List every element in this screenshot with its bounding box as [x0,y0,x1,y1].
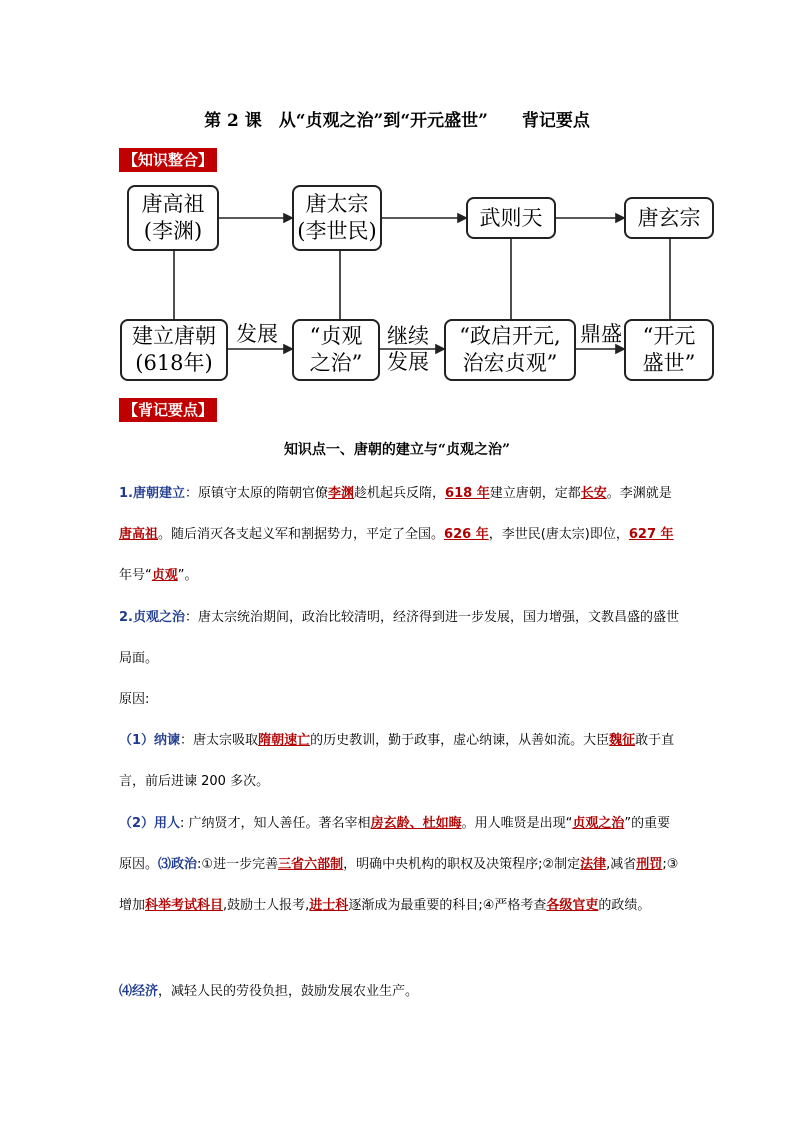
para-text: ：唐太宗吸取 [180,733,259,748]
ruler-label: 唐太宗 (李世民) [297,192,377,243]
para-text: 。随后消灭各支起义军和割据势力，平定了全国。 [158,527,445,542]
para-text: 年号“ [119,568,152,583]
para-text: 的政绩。 [598,898,651,913]
reasons-label: 原因: [119,692,150,707]
ruler-box-xuanzong [624,197,714,239]
para-text: ：原镇守太原的隋朝官僚 [184,486,328,501]
event-box-zhenguan [292,319,380,381]
para-text: ,减省 [606,857,637,872]
key-term: 房玄龄、杜如晦 [370,816,462,831]
event-box-kaiyuan [624,319,714,381]
key-term: 各级官吏 [546,898,599,913]
para-text: ,鼓励士人报考, [223,898,310,913]
link-label-peak: 鼎盛 [580,322,622,346]
ruler-label: 唐玄宗 [637,205,701,230]
para-text: ，减轻人民的劳役负担，鼓励发展农业生产。 [158,984,419,999]
para-label: 2.贞观之治 [119,610,185,625]
para-text: :①进一步完善 [197,857,279,872]
para-text: 。李渊就是 [606,486,672,501]
key-term: 刑罚 [636,857,663,872]
link-label-continue: 继续 发展 [387,324,429,374]
key-term: 李渊 [328,486,355,501]
paragraph-founding [119,473,679,596]
event-label: “开元 盛世” [642,324,696,375]
ruler-box-gaozu [127,185,219,251]
key-term: 贞观之治 [572,816,625,831]
para-text: : 广纳贤才，知人善任。著名宰相 [180,816,371,831]
event-label: “贞观 之治” [309,324,363,375]
para-label: ⑷经济 [119,984,159,999]
ruler-box-wuzetian [466,197,556,239]
key-term: 隋朝速亡 [258,733,311,748]
key-term: 618 年 [445,486,490,501]
key-term: 魏征 [609,733,636,748]
section-title: 知识点一、唐朝的建立与“贞观之治” [283,442,511,458]
para-text: ：唐太宗统治期间，政治比较清明，经济得到进一步发展，国力增强，文教昌盛的盛世局面。 [119,610,679,666]
para-label: ⑶政治 [158,857,198,872]
section-tag-integration: 【知识整合】 [119,148,217,172]
para-text: 趁机起兵反隋， [354,486,446,501]
ruler-label: 唐高祖 (李渊) [141,192,205,243]
para-label: （1）纳谏 [119,733,181,748]
para-label: 1.唐朝建立 [119,486,185,501]
page-title: 第 2 课 从“贞观之治”到“开元盛世” 背记要点 [204,111,590,131]
para-text: ，明确中央机构的职权及决策程序;②制定 [343,857,581,872]
event-label: “政启开元, 治宏贞观” [459,324,561,375]
ruler-label: 武则天 [479,205,543,230]
key-term: 唐高祖 [119,527,159,542]
key-term: 626 年 [444,527,489,542]
para-text: 建立唐朝，定都 [489,486,581,501]
para-text: 。用人唯贤是出现“ [461,816,573,831]
para-text: 敢于直言，前后进谏 200 多次。 [119,733,675,789]
link-label-develop: 发展 [236,322,278,346]
para-text: 逐渐成为最重要的科目;④严格考查 [348,898,547,913]
key-term: 科举考试科目 [145,898,224,913]
key-term: 长安 [580,486,607,501]
paragraph-zhenguan [119,597,679,679]
event-label: 建立唐朝 (618年) [132,324,216,375]
ruler-box-taizong [292,185,382,251]
reason-yongren-zhengzhi [119,803,679,926]
key-term: 法律 [580,857,607,872]
key-term: 627 年 [628,527,674,542]
reason-najian [119,720,679,802]
para-text: 的历史教训，勤于政事，虚心纳谏，从善如流。大臣 [310,733,610,748]
reason-jingji [119,971,679,1012]
event-box-zhengqi [444,319,576,381]
para-label: （2）用人 [119,816,181,831]
key-term: 贞观 [151,568,178,583]
para-text: ”的重要原因。 [119,816,671,872]
key-term: 三省六部制 [278,857,344,872]
para-text: ，李世民(唐太宗)即位， [488,527,629,542]
event-box-founding [120,319,228,381]
section-tag-key-points: 【背记要点】 [119,398,217,422]
para-text: ;③增加 [119,857,679,913]
para-text: ”。 [177,568,198,583]
key-term: 进士科 [309,898,349,913]
